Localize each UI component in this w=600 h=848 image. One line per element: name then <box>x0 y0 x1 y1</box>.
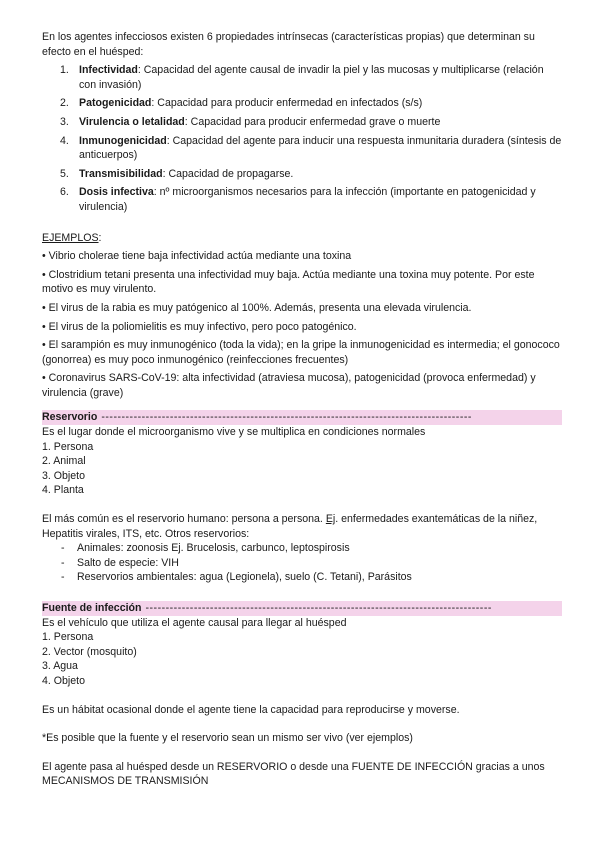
property-term: Inmunogenicidad <box>79 134 167 147</box>
list-item: 2. Vector (mosquito) <box>42 645 137 658</box>
list-item: 1. Infectividad: Capacidad del agente causal de invadir la piel y las mucosas y multiplicarse (relación con invasión) <box>60 64 544 91</box>
examples-heading: EJEMPLOS: <box>42 231 102 244</box>
list-item: 4. Planta <box>42 484 84 497</box>
example-item: • El sarampión es muy inmunogénico (toda la vida); en la gripe la inmunogenicidad es intermedia; el gonococo (gonorrea) es muy poco inmunogénico (reinfecciones frecuentes) <box>42 339 560 366</box>
reservorio-definition: Es el lugar donde el microorganismo vive y se multiplica en condiciones normales <box>42 426 426 439</box>
section-title: Fuente de infección <box>42 602 142 614</box>
list-item: 2. Animal <box>42 455 86 468</box>
note-text: *Es posible que la fuente y el reservorio sean un mismo ser vivo (ver ejemplos) <box>42 732 413 745</box>
example-item: • El virus de la poliomielitis es muy infectivo, pero poco patogénico. <box>42 320 357 333</box>
list-item: 2. Patogenicidad: Capacidad para producir enfermedad en infectados (s/s) <box>60 97 423 110</box>
properties-list <box>42 63 562 214</box>
section-title: Reservorio <box>42 411 98 424</box>
intro-paragraph: En los agentes infecciosos existen 6 propiedades intrínsecas (características propias) que determinan su efecto en el huésped: <box>42 31 535 58</box>
list-item: 6. Dosis infectiva: nº microorganismos necesarios para la infección (importante en patogenicidad y virulencia) <box>60 186 536 213</box>
fuente-heading <box>42 601 562 616</box>
list-item: 3. Agua <box>42 660 78 673</box>
example-item: • Coronavirus SARS-CoV-19: alta infectividad (atraviesa mucosa), patogenicidad (provoca enfermedad) y virulencia (grave) <box>42 372 536 399</box>
habitat-text: Es un hábitat ocasional donde el agente tiene la capacidad para reproducirse y moverse. <box>42 703 460 716</box>
list-item: 4. Objeto <box>42 674 85 687</box>
list-item: 1. Persona <box>42 631 94 644</box>
list-item: 4. Inmunogenicidad: Capacidad del agente para inducir una respuesta inmunitaria duradera (síntesis de anticuerpos) <box>60 134 562 162</box>
property-term: Virulencia o letalidad <box>79 115 185 128</box>
example-item: • El virus de la rabia es muy patógenico al 100%. Además, presenta una elevada virulencia. <box>42 301 472 314</box>
list-item: 3. Objeto <box>42 469 85 482</box>
final-text: El agente pasa al huésped desde un RESERVORIO o desde una FUENTE DE INFECCIÓN gracias a unos MECANISMOS DE TRANSMISIÓN <box>42 760 545 788</box>
example-item: • Vibrio cholerae tiene baja infectividad actúa mediante una toxina <box>42 250 352 263</box>
fuente-definition: Es el vehículo que utiliza el agente causal para llegar al huésped <box>42 616 347 629</box>
reservorio-heading <box>42 410 562 425</box>
property-term: Transmisibilidad <box>79 167 163 180</box>
property-term: Infectividad <box>79 64 138 77</box>
document-page <box>42 30 562 789</box>
reservorio-text: El más común es el reservorio humano: persona a persona. Ej. enfermedades exantemáticas de la niñez, Hepatitis virales, ITS, etc. Otros reservorios: <box>42 513 538 540</box>
property-term: Dosis infectiva <box>79 186 154 199</box>
section-rule: -------------------------------------------------------------------------------------- <box>145 602 492 614</box>
list-item: 5. Transmisibilidad: Capacidad de propagarse. <box>60 167 294 180</box>
list-item: 1. Persona <box>42 440 94 453</box>
list-item: 3. Virulencia o letalidad: Capacidad para producir enfermedad grave o muerte <box>60 115 441 128</box>
section-rule: -------------------------------------------------------------------------------------------- <box>101 411 472 424</box>
property-term: Patogenicidad <box>79 97 152 110</box>
other-reservoirs-list <box>42 541 562 585</box>
list-item: - Salto de especie: VIH <box>61 556 179 569</box>
list-item: - Reservorios ambientales: agua (Legionela), suelo (C. Tetani), Parásitos <box>61 571 412 584</box>
example-item: • Clostridium tetani presenta una infectividad muy baja. Actúa mediante una toxina muy potente. Por este motivo es muy virulento. <box>42 268 535 296</box>
list-item: - Animales: zoonosis Ej. Brucelosis, carbunco, leptospirosis <box>61 542 350 555</box>
